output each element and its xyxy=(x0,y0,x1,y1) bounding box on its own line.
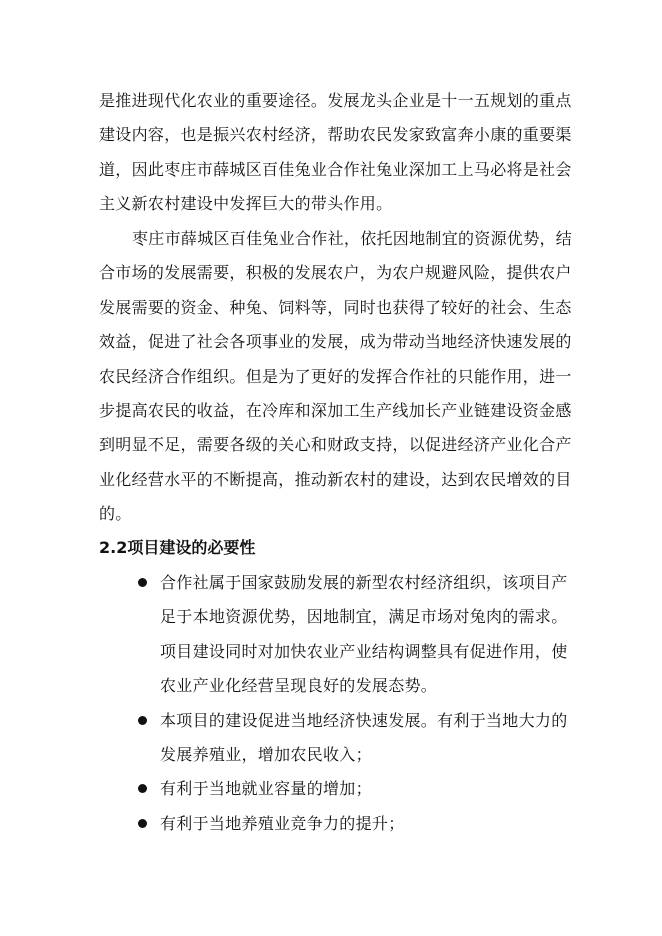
bullet-text xyxy=(160,566,568,704)
bullet-line: 合作社属于国家鼓励发展的新型农村经济组织，该项目产 xyxy=(160,573,568,592)
list-item xyxy=(0,772,662,806)
paragraph-1 xyxy=(99,84,572,222)
paragraph-line: 道，因此枣庄市薛城区百佳兔业合作社兔业深加工上马必将是社会 xyxy=(99,159,572,179)
paragraph-line: 到明显不足，需要各级的关心和财政支持，以促进经济产业化合产 xyxy=(99,435,572,455)
bullet-line: 发展养殖业，增加农民收入； xyxy=(160,745,372,765)
bullet-line: 农业产业化经营呈现良好的发展态势。 xyxy=(160,676,438,696)
section-heading: 2.2项目建设的必要性 xyxy=(99,538,256,557)
paragraph-2 xyxy=(99,222,573,532)
bullet-icon xyxy=(138,716,147,725)
bullet-icon xyxy=(138,819,147,828)
bullet-text xyxy=(160,704,568,773)
paragraph-line: 发展需要的资金、种兔、饲料等，同时也获得了较好的社会、生态 xyxy=(99,297,572,317)
bullet-line: 足于本地资源优势，因地制宜，满足市场对兔肉的需求。 xyxy=(160,607,568,627)
paragraph-line: 枣庄市薛城区百佳兔业合作社，依托因地制宜的资源优势，结 xyxy=(132,229,573,248)
bullet-line: 本项目的建设促进当地经济快速发展。有利于当地大力的 xyxy=(160,710,568,730)
list-item xyxy=(0,807,662,841)
paragraph-line: 建设内容，也是振兴农村经济，帮助农民发家致富奔小康的重要渠 xyxy=(99,125,572,145)
paragraph-line: 步提高农民的收益，在冷库和深加工生产线加长产业链建设资金感 xyxy=(99,401,572,421)
paragraph-line: 是推进现代化农业的重要途径。发展龙头企业是十一五规划的重点 xyxy=(99,91,572,110)
paragraph-line: 农民经济合作组织。但是为了更好的发挥合作社的只能作用，进一 xyxy=(99,366,572,386)
paragraph-line: 效益，促进了社会各项事业的发展，成为带动当地经济快速发展的 xyxy=(99,332,572,352)
bullet-list xyxy=(0,566,662,841)
paragraph-line: 主义新农村建设中发挥巨大的带头作用。 xyxy=(99,194,393,214)
bullet-icon xyxy=(138,578,147,587)
paragraph-line: 的。 xyxy=(99,504,132,524)
list-item xyxy=(0,566,662,704)
bullet-line: 项目建设同时对加快农业产业结构调整具有促进作用，使 xyxy=(160,641,568,661)
bullet-icon xyxy=(138,784,147,793)
paragraph-line: 业化经营水平的不断提高，推动新农村的建设，达到农民增效的目 xyxy=(99,469,572,489)
bullet-line: 有利于当地就业容量的增加； xyxy=(160,779,372,799)
bullet-text xyxy=(160,807,560,841)
bullet-line: 有利于当地养殖业竞争力的提升； xyxy=(160,813,405,833)
paragraph-line: 合市场的发展需要，积极的发展农户，为农户规避风险，提供农户 xyxy=(99,263,572,283)
bullet-text xyxy=(160,772,560,806)
list-item xyxy=(0,704,662,773)
